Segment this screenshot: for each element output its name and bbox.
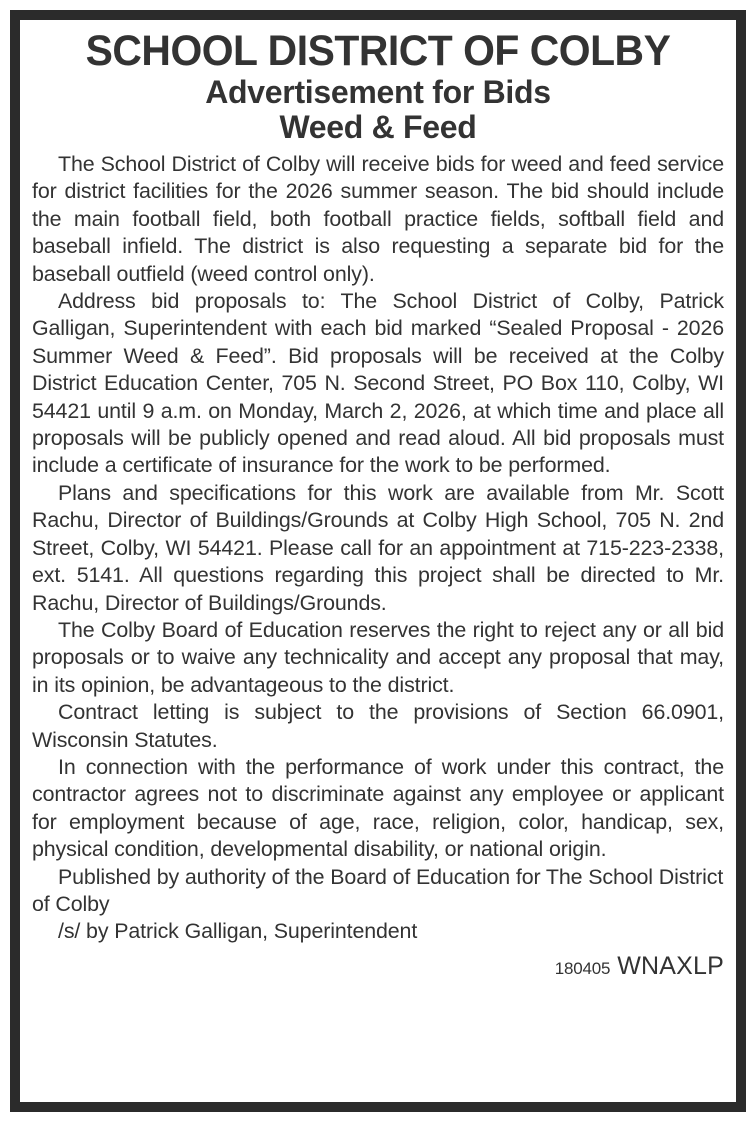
notice-paragraph-nondiscrimination: In connection with the performance of work under this contract, the contractor agrees not to discriminate against any employee or applicant for employment because of age, race, religion, color, handicap, sex, physical condition, developmental disability, or national origin. xyxy=(32,754,724,862)
advertisement-content xyxy=(20,20,736,1102)
notice-paragraph-scope: The School District of Colby will receive bids for weed and feed service for district facilities for the 2026 summer season. The bid should include the main football field, both football practice fields, softball field and baseball infield. The district is also requesting a separate bid for the baseball outfield (weed control only). xyxy=(32,152,724,286)
page-title: SCHOOL DISTRICT OF COLBY xyxy=(85,27,671,75)
footer-wnaxlp-label: WNAXLP xyxy=(617,951,724,980)
notice-paragraph-plans-contact: Plans and specifications for this work are available from Mr. Scott Rachu, Director of Buildings/Grounds at Colby High School, 705 N. 2nd Street, Colby, WI 54421. Please call for an appointment at 715-223-2338, ext. 5141. All questions regarding this project shall be directed to Mr. Rachu, Director of Buildings/Grounds. xyxy=(32,480,724,615)
notice-paragraph-board-rights: The Colby Board of Education reserves the right to reject any or all bid proposals or to waive any technicality and accept any proposal that may, in its opinion, be advantageous to the district. xyxy=(32,617,724,697)
notice-paragraph-statute: Contract letting is subject to the provisions of Section 66.0901, Wisconsin Statutes. xyxy=(32,700,724,752)
footer-reference-code: 180405 xyxy=(554,958,611,978)
advertisement-border xyxy=(10,10,746,1112)
notice-paragraph-published-by: Published by authority of the Board of Education for The School District of Colby xyxy=(32,864,724,916)
notice-signature-line: /s/ by Patrick Galligan, Superintendent xyxy=(58,919,418,944)
notice-heading xyxy=(32,27,724,145)
notice-subtitle: Advertisement for Bids xyxy=(205,74,551,110)
notice-footer xyxy=(32,952,724,981)
notice-paragraph-submission: Address bid proposals to: The School District of Colby, Patrick Galligan, Superintendent with each bid marked “Sealed Proposal - 2026 Summer Weed & Feed”. Bid proposals will be received at the Colby District Education Center, 705 N. Second Street, PO Box 110, Colby, WI 54421 until 9 a.m. on Monday, March 2, 2026, at which time and place all proposals will be publicly opened and read aloud. All bid proposals must include a certificate of insurance for the work to be performed. xyxy=(32,289,724,478)
notice-subtitle-secondary: Weed & Feed xyxy=(279,109,477,145)
notice-body xyxy=(32,151,724,946)
